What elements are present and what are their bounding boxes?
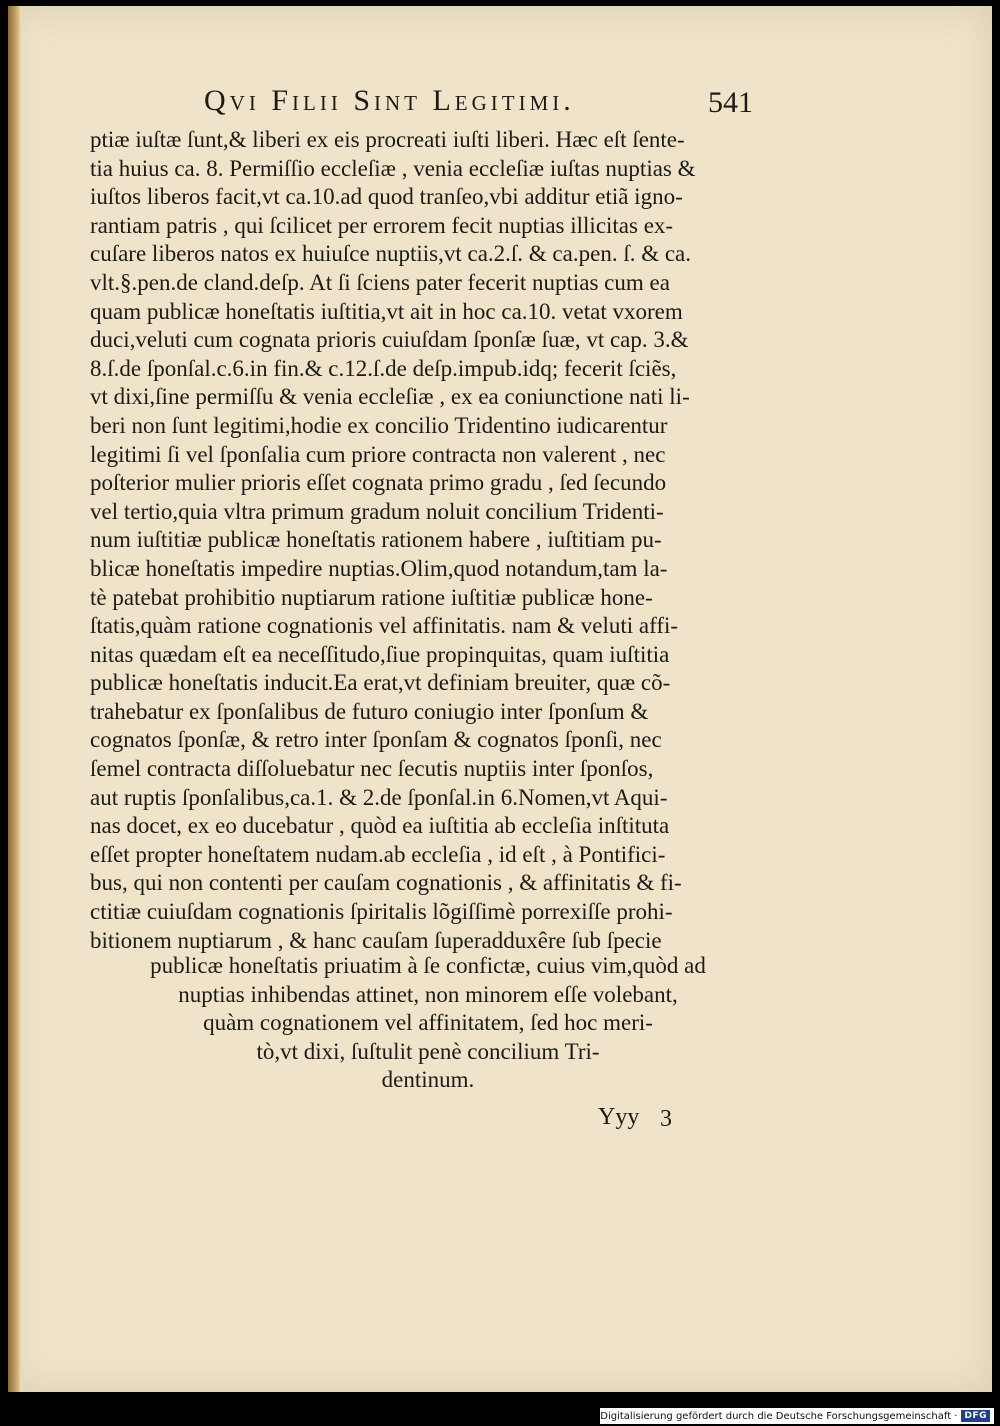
catchword: Yyy [598,1104,640,1130]
text-line: iuſtos liberos facit,vt ca.10.ad quod tranſeo,vbi additur etiã igno- [90,184,683,210]
text-line: nitas quædam eſt ea neceſſitudo,ſiue propinquitas, quam iuſtitia [90,641,670,667]
signature-mark: 3 [660,1106,672,1132]
text-line: bitionem nuptiarum , & hanc cauſam ſuperadduxêre ſub ſpecie [90,927,662,953]
body-text [90,126,770,955]
text-line: tè patebat prohibitio nuptiarum ratione iuſtitiæ publicæ hone- [90,584,653,610]
dfg-logo-icon: DFG [961,1410,990,1422]
text-line: quam publicæ honeſtatis iuſtitia,vt ait in hoc ca.10. vetat vxorem [90,298,683,324]
text-line: publicæ honeſtatis priuatim à ſe confictæ, cuius vim,quòd ad [150,953,706,978]
text-line: cognatos ſponſæ, & retro inter ſponſam & cognatos ſponſi, nec [90,727,662,753]
text-line: 8.ſ.de ſponſal.c.6.in fin.& c.12.ſ.de deſp.impub.idq; fecerit ſciẽs, [90,355,677,381]
text-line: blicæ honeſtatis impedire nuptias.Olim,quod notandum,tam la- [90,555,668,581]
text-line: trahebatur ex ſponſalibus de futuro coniugio inter ſponſum & [90,698,649,724]
text-line: num iuſtitiæ publicæ honeſtatis rationem habere , iuſtitiam pu- [90,527,662,553]
book-page [8,6,992,1392]
text-line: vel tertio,quia vltra primum gradum noluit concilium Tridenti- [90,498,664,524]
text-line: eſſet propter honeſtatem nudam.ab eccleſia , id eſt , à Pontifici- [90,841,666,867]
text-line: ptiæ iuſtæ ſunt,& liberi ex eis procreati iuſti liberi. Hæc eſt ſente- [90,127,685,152]
text-line: ſemel contracta diſſoluebatur nec ſecutis nuptiis inter ſponſos, [90,756,654,782]
text-line: cuſare liberos natos ex huiuſce nuptiis,vt ca.2.ſ. & ca.pen. ſ. & ca. [90,241,692,267]
text-line: vlt.§.pen.de cland.deſp. At ſi ſciens pater fecerit nuptias cum ea [90,269,670,295]
closing-paragraph [68,952,788,1095]
text-line: tia huius ca. 8. Permiſſio eccleſiæ , venia eccleſiæ iuſtas nuptias & [90,155,696,181]
page-number: 541 [708,86,753,119]
digitization-credit-bar [600,1408,994,1424]
text-line: publicæ honeſtatis inducit.Ea erat,vt definiam breuiter, quæ cõ- [90,670,671,696]
binding-edge [8,6,22,1392]
credit-text: Digitalisierung gefördert durch die Deutsche Forschungsgemeinschaft · [600,1410,958,1422]
text-line: duci,veluti cum cognata prioris cuiuſdam ſponſæ ſuæ, vt cap. 3.& [90,327,689,353]
text-line: aut ruptis ſponſalibus,ca.1. & 2.de ſponſal.in 6.Nomen,vt Aqui- [90,784,668,810]
text-line: quàm cognationem vel affinitatem, ſed hoc meri- [203,1010,653,1036]
text-line: ctitiæ cuiuſdam cognationis ſpiritalis lõgiſſimè porrexiſſe prohi- [90,899,673,925]
text-line: ſtatis,quàm ratione cognationis vel affinitatis. nam & veluti affi- [90,613,679,639]
text-line: bus, qui non contenti per cauſam cognationis , & affinitatis & fi- [90,870,682,896]
text-line: nuptias inhibendas attinet, non minorem eſſe volebant, [178,981,678,1007]
text-line: poſterior mulier prioris eſſet cognata primo gradu , ſed ſecundo [90,470,667,496]
text-line: vt dixi,ſine permiſſu & venia eccleſiæ , ex ea coniunctione nati li- [90,384,690,410]
text-line: rantiam patris , qui ſcilicet per errorem fecit nuptias illicitas ex- [90,212,674,238]
running-head: Qvi Filii Sint Legitimi. [204,84,575,117]
text-line: dentinum. [381,1067,475,1093]
text-line: beri non ſunt legitimi,hodie ex concilio Tridentino iudicarentur [90,412,668,438]
text-line: tò,vt dixi, ſuſtulit penè concilium Tri- [256,1038,600,1064]
text-line: nas docet, ex eo ducebatur , quòd ea iuſtitia ab eccleſia inſtituta [90,813,670,839]
text-line: legitimi ſi vel ſponſalia cum priore contracta non valerent , nec [90,441,666,467]
